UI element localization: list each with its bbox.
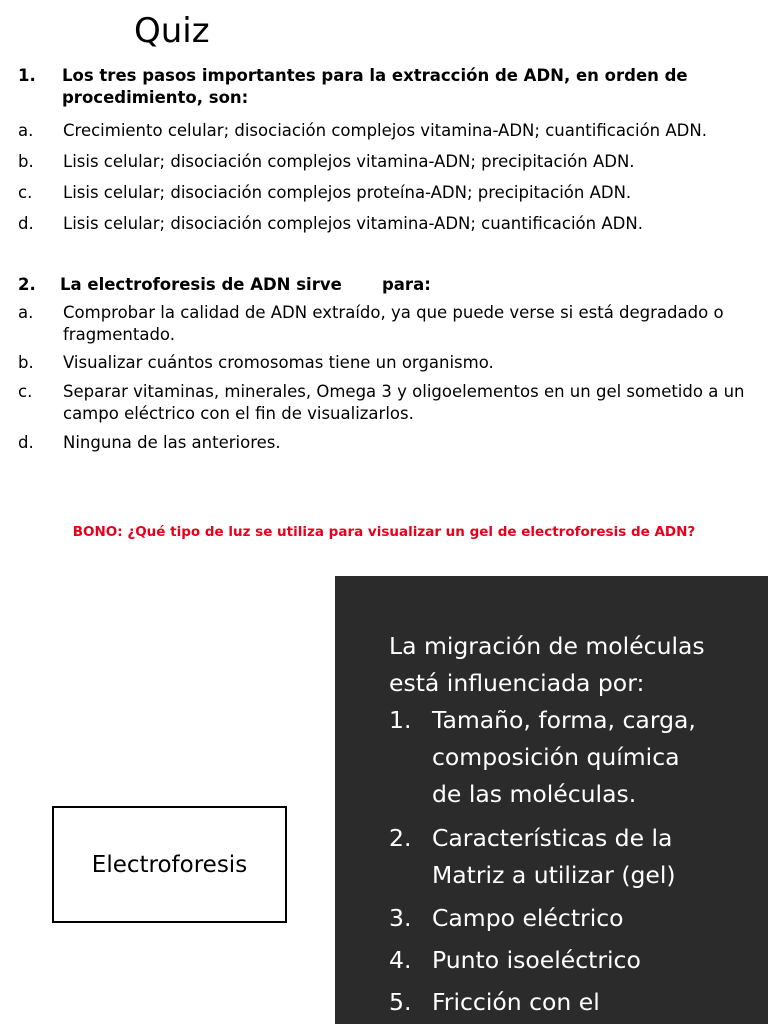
option-letter: b. (18, 152, 34, 171)
panel-item-text: Fricción con el (432, 988, 600, 1016)
panel-item-text: Características de la Matriz a utilizar (gel) (432, 824, 676, 889)
panel-item-number: 2. (389, 824, 412, 852)
question-2-text: La electroforesis de ADN sirve para: (60, 275, 431, 294)
panel-item-text: Campo eléctrico (432, 904, 624, 932)
option-text: Lisis celular; disociación complejos proteína-ADN; precipitación ADN. (63, 183, 632, 202)
option-letter: c. (18, 183, 33, 202)
option-letter: a. (18, 121, 34, 140)
option-letter: c. (18, 382, 33, 401)
option-letter: a. (18, 303, 34, 322)
option-text: Visualizar cuántos cromosomas tiene un organismo. (63, 353, 494, 372)
bonus-question: BONO: ¿Qué tipo de luz se utiliza para visualizar un gel de electroforesis de ADN? (72, 524, 696, 540)
option-text: Lisis celular; disociación complejos vitamina-ADN; cuantificación ADN. (63, 214, 643, 233)
question-1-number: 1. (18, 66, 36, 85)
option-letter: d. (18, 214, 34, 233)
panel-intro: La migración de moléculas está influenciada por: (389, 632, 705, 697)
option-text: Crecimiento celular; disociación complejos vitamina-ADN; cuantificación ADN. (63, 121, 707, 140)
panel-item-text: Punto isoeléctrico (432, 946, 641, 974)
option-text: Lisis celular; disociación complejos vitamina-ADN; precipitación ADN. (63, 152, 635, 171)
electroforesis-label: Electroforesis (91, 851, 248, 878)
option-text: Ninguna de las anteriores. (63, 433, 281, 452)
migration-factors-panel (335, 576, 768, 1024)
question-2-number: 2. (18, 275, 36, 294)
page-title: Quiz (134, 11, 210, 51)
option-letter: d. (18, 433, 34, 452)
option-text: Comprobar la calidad de ADN extraído, ya que puede verse si está degradado o fragmentado. (63, 303, 724, 344)
panel-item-number: 3. (389, 904, 412, 932)
panel-item-number: 4. (389, 946, 412, 974)
panel-item-number: 1. (389, 706, 412, 734)
option-letter: b. (18, 353, 34, 372)
panel-item-number: 5. (389, 988, 412, 1016)
electroforesis-box (52, 806, 287, 923)
panel-item-text: Tamaño, forma, carga, composición química de las moléculas. (432, 706, 696, 808)
question-1-text: Los tres pasos importantes para la extracción de ADN, en orden de procedimiento, son: (62, 66, 688, 107)
option-text: Separar vitaminas, minerales, Omega 3 y oligoelementos en un gel sometido a un campo eléctrico con el fin de visualizarlos. (63, 382, 745, 423)
